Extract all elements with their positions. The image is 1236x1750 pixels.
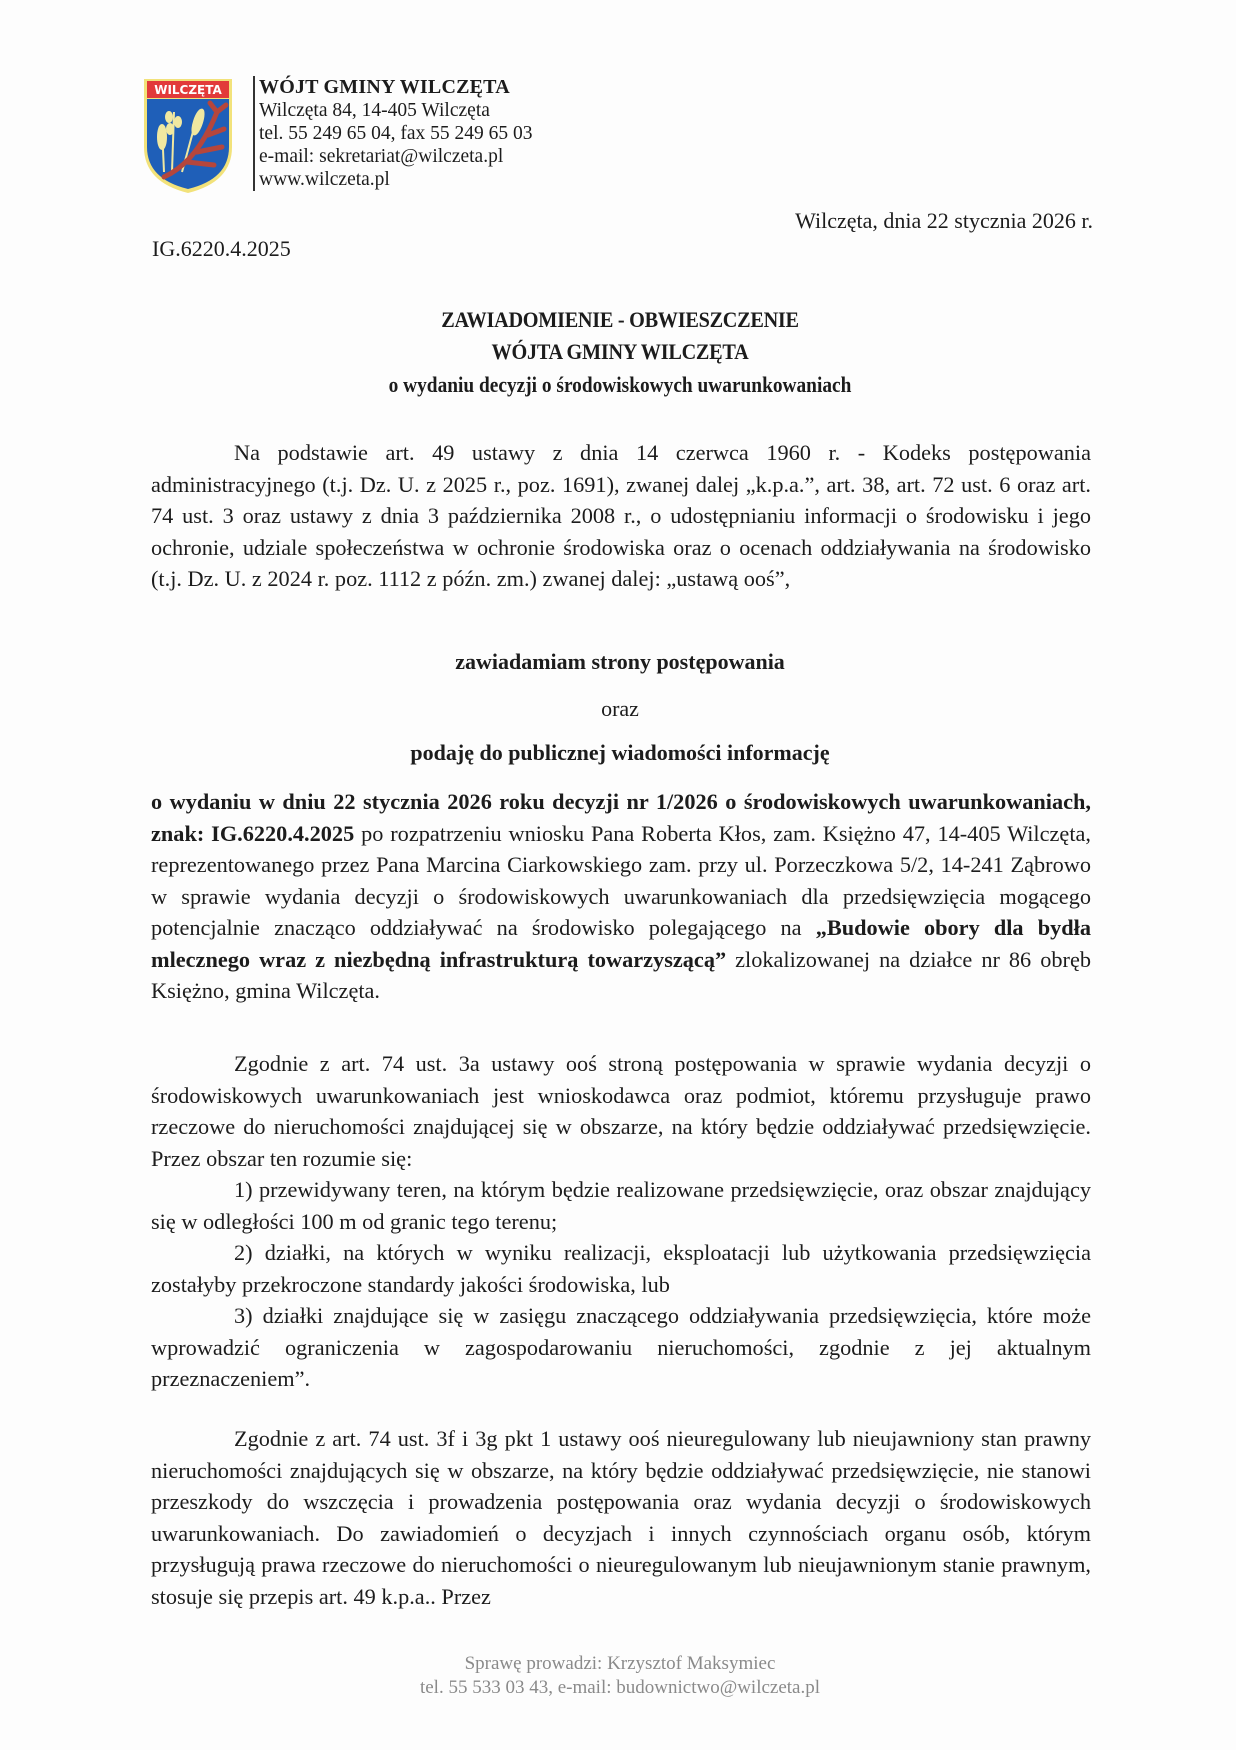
case-handler: Sprawę prowadzi: Krzysztof Maksymiec <box>464 1653 776 1674</box>
decision-text-a: po rozpatrzeniu wniosku Pana Roberta Kłos, zam. Księżno 47, 14-405 Wilczęta, reprezentowanego przez Pana Marcina Ciarkowskiego zam. przy ul. Porzeczkowa 5/2, 14-241 Ząbrowo w sprawie wydania decyzji o środowiskowych uwarunkowaniach dla przedsięwzięcia mogącego potencjalnie znacząco oddziaływać na środowisko polegającego na <box>151 820 1091 940</box>
decision-intro: o wydaniu w dniu 22 stycznia 2026 roku decyzji nr 1/2026 o środowiskowych uwarunkowaniach, znak: IG.6220.4.2025 <box>151 789 1091 846</box>
case-number: IG.6220.4.2025 <box>152 236 291 261</box>
project-name: „Budowie obory dla bydła mlecznego wraz z niezbędną infrastrukturą towarzyszącą” <box>151 915 1091 972</box>
legal-basis-paragraph <box>151 437 1091 595</box>
notify-parties-heading: zawiadamiam strony postępowania <box>455 649 785 674</box>
list-item: 1) przewidywany teren, na którym będzie realizowane przedsięwzięcie, oraz obszar znajdujący się w odległości 100 m od granic tego terenu; <box>151 1177 1091 1234</box>
organization-email: e-mail: sekretariat@wilczeta.pl <box>259 146 504 167</box>
page-footer <box>140 1652 1100 1700</box>
title-line-3: o wydaniu decyzji o środowiskowych uwarunkowaniach <box>388 372 852 397</box>
legal-status-paragraph <box>151 1423 1091 1612</box>
logo-banner-text: WILCZĘTA <box>154 83 222 97</box>
organization-website: www.wilczeta.pl <box>259 169 390 190</box>
list-item: 2) działki, na których w wyniku realizacji, eksploatacji lub użytkowania przedsięwzięcia zostałyby przekroczone standardy jakości środowiska, lub <box>151 1240 1091 1297</box>
paragraph-4: Zgodnie z art. 74 ust. 3f i 3g pkt 1 ustawy ooś nieuregulowany lub nieujawniony stan prawny nieruchomości znajdujących się w obszarze, na który będzie oddziaływać przedsięwzięcie, nie stanowi przeszkody do wszczęcia i prowadzenia postępowania oraz wydania decyzji o środowiskowych uwarunkowaniach. Do zawiadomień o decyzjach i innych czynnościach organu osób, którym przysługują prawa rzeczowe do nieruchomości o nieuregulowanym lub nieujawnionym stanie prawnym, stosuje się przepis art. 49 k.p.a.. Przez <box>151 1426 1091 1609</box>
title-line-2: WÓJTA GMINY WILCZĘTA <box>491 339 749 364</box>
organization-phone: tel. 55 249 65 04, fax 55 249 65 03 <box>259 123 533 144</box>
place-and-date: Wilczęta, dnia 22 stycznia 2026 r. <box>795 208 1093 233</box>
sender-header <box>253 76 533 191</box>
organization-name: WÓJT GMINY WILCZĘTA <box>259 76 510 98</box>
conjunction-oraz: oraz <box>601 696 639 721</box>
decision-paragraph <box>151 786 1091 1007</box>
parties-paragraph <box>151 1048 1091 1395</box>
decision-text-b: zlokalizowanej na działce nr 86 obręb Księżno, gmina Wilczęta. <box>151 946 1091 1003</box>
public-information-heading: podaję do publicznej wiadomości informację <box>410 740 830 765</box>
list-item: 3) działki znajdujące się w zasięgu znaczącego oddziaływania przedsięwzięcia, które może wprowadzić ograniczenia w zagospodarowaniu nieruchomości, zgodnie z jej aktualnym przeznaczeniem”. <box>151 1303 1091 1391</box>
organization-address: Wilczęta 84, 14-405 Wilczęta <box>259 100 490 121</box>
paragraph-1: Na podstawie art. 49 ustawy z dnia 14 czerwca 1960 r. - Kodeks postępowania administracyjnego (t.j. Dz. U. z 2025 r., poz. 1691), zwanej dalej „k.p.a.”, art. 38, art. 72 ust. 6 oraz art. 74 ust. 3 oraz ustawy z dnia 3 października 2008 r., o udostępnianiu informacji o środowisku i jego ochronie, udziale społeczeństwa w ochronie środowiska oraz o ocenach oddziaływania na środowisko (t.j. Dz. U. z 2024 r. poz. 1112 z późn. zm.) zwanej dalej: „ustawą ooś”, <box>151 440 1091 591</box>
title-line-1: ZAWIADOMIENIE - OBWIESZCZENIE <box>441 307 799 332</box>
parties-intro: Zgodnie z art. 74 ust. 3a ustawy ooś stroną postępowania w sprawie wydania decyzji o środowiskowych uwarunkowaniach jest wnioskodawca oraz podmiot, któremu przysługuje prawo rzeczowe do nieruchomości znajdującej się w obszarze, na który będzie oddziaływać przedsięwzięcie. Przez obszar ten rozumie się: <box>151 1051 1091 1171</box>
coat-of-arms-logo <box>142 77 234 195</box>
document-title <box>140 304 1100 402</box>
case-handler-contact: tel. 55 533 03 43, e-mail: budownictwo@wilczeta.pl <box>419 1677 821 1698</box>
